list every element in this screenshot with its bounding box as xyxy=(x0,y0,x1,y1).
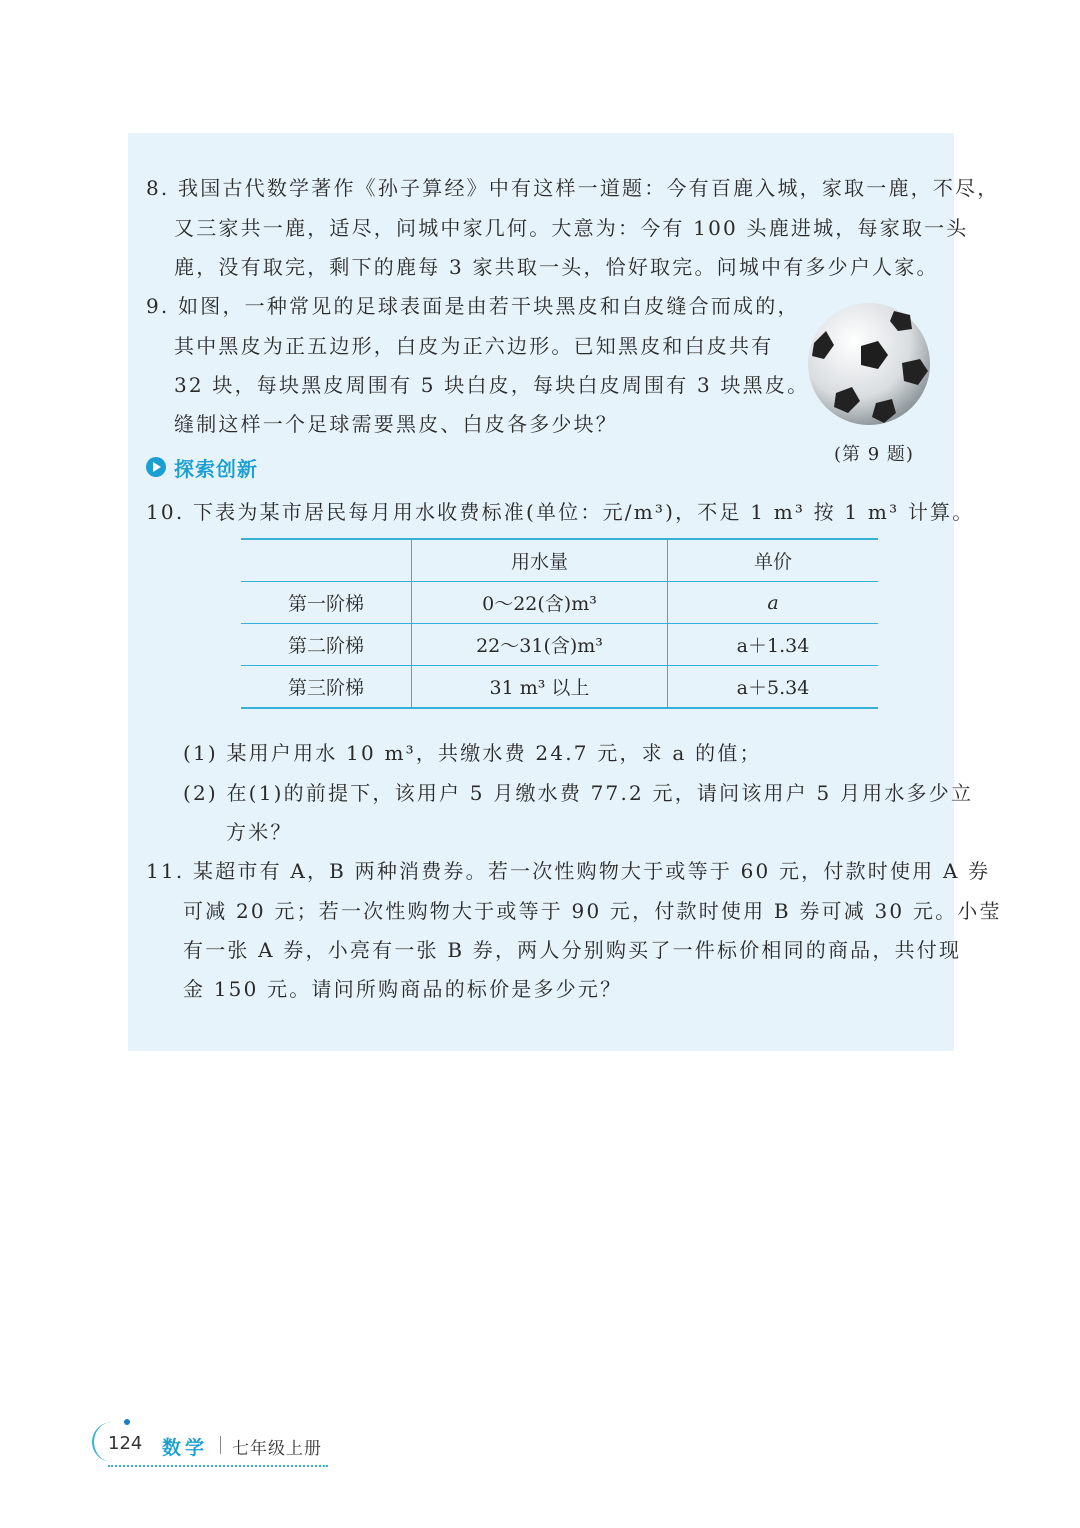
problem-8-line-3: 鹿，没有取完，剩下的鹿每 3 家共取一头，恰好取完。问城中有多少户人家。 xyxy=(174,255,939,279)
play-circle-icon xyxy=(146,457,166,477)
page-number: 124 xyxy=(108,1433,143,1454)
table-header-row xyxy=(241,539,878,582)
problem-9-line-4: 缝制这样一个足球需要黑皮、白皮各多少块？ xyxy=(174,412,618,436)
footer-subject: 数学 xyxy=(162,1437,209,1459)
problem-9-line-3: 32 块，每块黑皮周围有 5 块白皮，每块白皮周围有 3 块黑皮。 xyxy=(174,373,810,397)
table-cell: 22～31(含)m³ xyxy=(412,624,668,666)
table-cell: 第一阶梯 xyxy=(241,582,412,624)
table-cell: a＋1.34 xyxy=(668,624,879,666)
problem-8-line-1: 8. 我国古代数学著作《孙子算经》中有这样一道题：今有百鹿入城，家取一鹿，不尽， xyxy=(146,176,1000,200)
table-header-cell: 用水量 xyxy=(412,539,668,582)
problem-10-part-2: (2) 在(1)的前提下，该用户 5 月缴水费 77.2 元，请问该用户 5 月用水多少立 xyxy=(183,781,974,805)
table-row xyxy=(241,666,878,709)
problem-10-part-1: (1) 某用户用水 10 m³，共缴水费 24.7 元，求 a 的值； xyxy=(183,741,762,765)
footer-book-title: 七年级上册 xyxy=(232,1439,322,1459)
table-cell: 第三阶梯 xyxy=(241,666,412,709)
table-cell: a＋5.34 xyxy=(668,666,879,709)
problem-11-line-3: 有一张 A 券，小亮有一张 B 券，两人分别购买了一件标价相同的商品，共付现 xyxy=(183,938,962,962)
problem-11-line-4: 金 150 元。请问所购商品的标价是多少元？ xyxy=(183,977,623,1001)
problem-10-intro: 10. 下表为某市居民每月用水收费标准(单位：元/m³)，不足 1 m³ 按 1 m³ 计算。 xyxy=(146,500,975,524)
footer-separator xyxy=(220,1436,221,1454)
problem-11-line-1: 11. 某超市有 A，B 两种消费券。若一次性购物大于或等于 60 元，付款时使用 A 券 xyxy=(146,859,991,883)
footer-dot-decoration xyxy=(124,1419,130,1425)
soccer-ball-image xyxy=(806,301,932,427)
table-header-cell xyxy=(241,539,412,582)
problem-11-line-2: 可减 20 元；若一次性购物大于或等于 90 元，付款时使用 B 券可减 30 元。小莹 xyxy=(183,899,1002,923)
section-title: 探索创新 xyxy=(174,456,258,481)
table-cell: 31 m³ 以上 xyxy=(412,666,668,709)
figure-caption: (第 9 题) xyxy=(834,444,914,465)
problem-9-line-2: 其中黑皮为正五边形，白皮为正六边形。已知黑皮和白皮共有 xyxy=(174,334,774,358)
problem-9-line-1: 9. 如图，一种常见的足球表面是由若干块黑皮和白皮缝合而成的， xyxy=(146,294,800,318)
problem-10-part-2-cont: 方米？ xyxy=(226,820,293,844)
table-header-cell: 单价 xyxy=(668,539,879,582)
table-row xyxy=(241,624,878,666)
table-cell: 0～22(含)m³ xyxy=(412,582,668,624)
water-fee-table xyxy=(241,538,878,709)
table-cell: 第二阶梯 xyxy=(241,624,412,666)
problem-8-line-2: 又三家共一鹿，适尽，问城中家几何。大意为：今有 100 头鹿进城，每家取一头 xyxy=(174,216,969,240)
table-cell: a xyxy=(668,582,879,624)
footer-dotted-rule xyxy=(108,1465,328,1467)
table-row xyxy=(241,582,878,624)
section-heading xyxy=(146,453,258,481)
